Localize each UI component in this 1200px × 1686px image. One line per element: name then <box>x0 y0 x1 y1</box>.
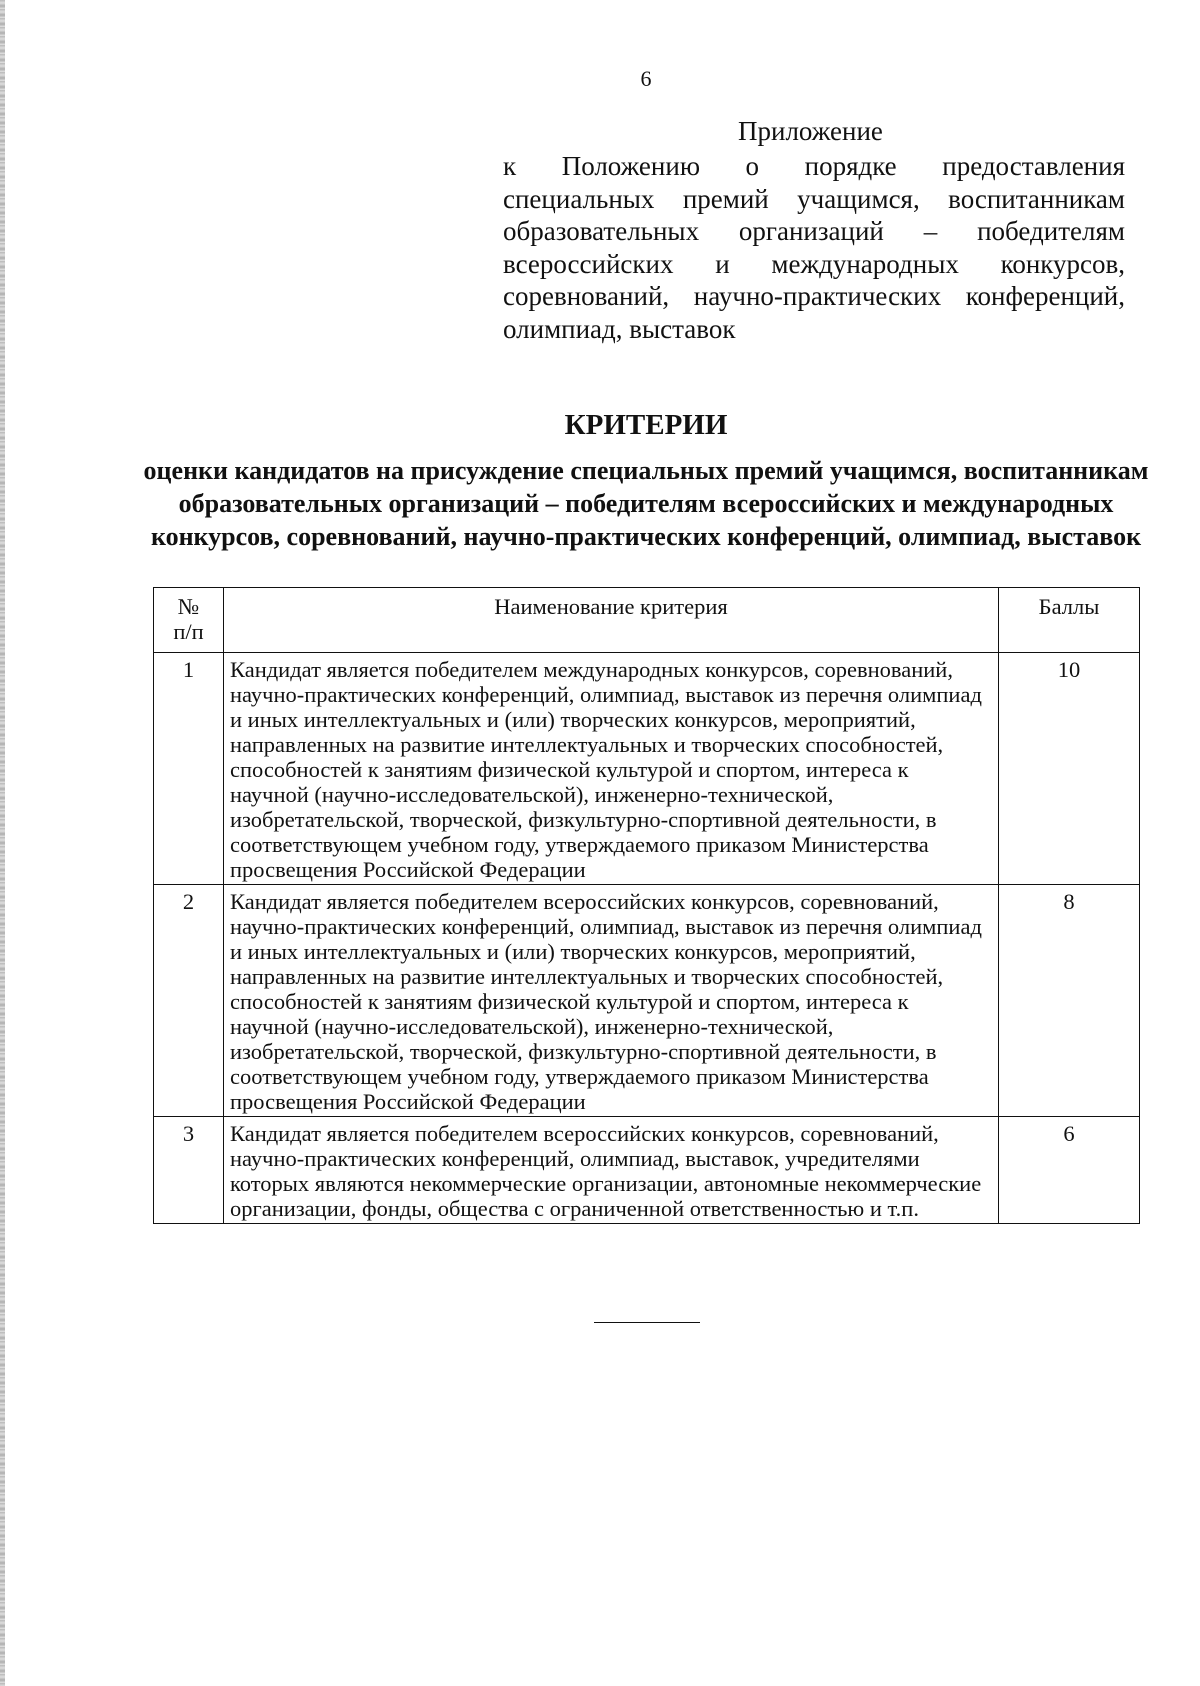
criteria-title-block <box>0 406 1200 553</box>
row-criterion: Кандидат является победителем всероссийских конкурсов, соревнований, научно-практических конференций, олимпиад, выставок, учредителями которых являются некоммерческие организации, автономные некоммерческие организации, фонды, общества с ограниченной ответственностью и т.п. <box>224 1117 999 1224</box>
header-name: Наименование критерия <box>224 588 999 653</box>
criteria-title: КРИТЕРИИ <box>564 409 728 441</box>
table-row <box>154 1117 1140 1224</box>
row-criterion: Кандидат является победителем международных конкурсов, соревнований, научно-практических конференций, олимпиад, выставок из перечня олимпиад и иных интеллектуальных и (или) творческих конкурсов, мероприятий, направленных на развитие интеллектуальных и творческих способностей, способностей к занятиям физической культурой и спортом, интереса к научной (научно-исследовательской), инженерно-технической, изобретательской, творческой, физкультурно-спортивной деятельности, в соответствующем учебном году, утверждаемого приказом Министерства просвещения Российской Федерации <box>224 653 999 885</box>
appendix-heading: Приложение <box>738 116 883 146</box>
header-num <box>154 588 224 653</box>
appendix-body: к Положению о порядке предоставления специальных премий учащимся, воспитанникам образовательных организаций – победителям всероссийских и международных конкурсов, соревнований, научно-практических конференций, олимпиад, выставок <box>503 151 1125 344</box>
row-criterion: Кандидат является победителем всероссийских конкурсов, соревнований, научно-практических конференций, олимпиад, выставок из перечня олимпиад и иных интеллектуальных и (или) творческих конкурсов, мероприятий, направленных на развитие интеллектуальных и творческих способностей, способностей к занятиям физической культурой и спортом, интереса к научной (научно-исследовательской), инженерно-технической, изобретательской, творческой, физкультурно-спортивной деятельности, в соответствующем учебном году, утверждаемого приказом Министерства просвещения Российской Федерации <box>224 885 999 1117</box>
row-score: 8 <box>999 885 1140 1117</box>
scan-edge <box>0 0 5 1686</box>
header-score: Баллы <box>999 588 1140 653</box>
table-row <box>154 653 1140 885</box>
header-num-line1: № <box>177 594 200 619</box>
row-num: 3 <box>154 1117 224 1224</box>
criteria-subtitle: оценки кандидатов на присуждение специальных премий учащимся, воспитанникам образовательных организаций – победителям всероссийских и международных конкурсов, соревнований, научно-практических конференций, олимпиад, выставок <box>143 456 1149 551</box>
row-score: 10 <box>999 653 1140 885</box>
page-number: 6 <box>640 66 652 91</box>
row-score: 6 <box>999 1117 1140 1224</box>
table-row <box>154 885 1140 1117</box>
row-num: 2 <box>154 885 224 1117</box>
end-divider <box>594 1322 700 1323</box>
table-header-row <box>154 588 1140 653</box>
row-num: 1 <box>154 653 224 885</box>
criteria-table <box>153 587 1140 1224</box>
header-num-line2: п/п <box>173 619 204 644</box>
